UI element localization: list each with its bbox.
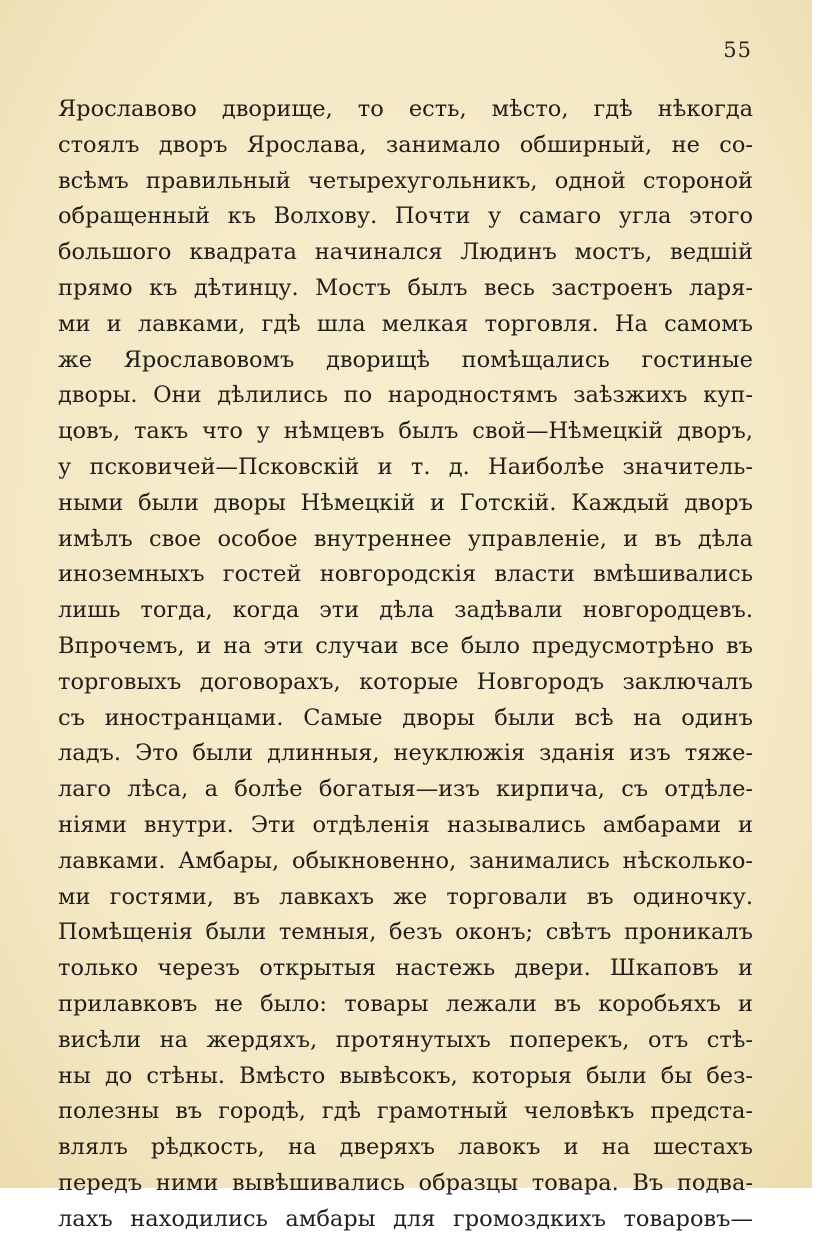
text-line: иноземныхъ гостей новгородскія власти вмѣшивались — [58, 561, 753, 588]
text-line: Помѣщенія были темныя, безъ оконъ; свѣтъ проникалъ — [58, 919, 753, 946]
text-line: ладъ. Это были длинныя, неуклюжія зданія изъ тяже- — [58, 740, 753, 767]
page-number: 55 — [723, 38, 752, 62]
text-line: торговыхъ договорахъ, которые Новгородъ заключалъ — [58, 668, 753, 695]
text-line: обращенный къ Волхову. Почти у самаго угла этого — [58, 203, 753, 230]
text-line: полезны въ городѣ, гдѣ грамотный человѣкъ предста- — [58, 1098, 753, 1125]
text-line: у псковичей—Псковскій и т. д. Наиболѣе значитель- — [58, 453, 753, 480]
text-line: Ярославово дворище, то есть, мѣсто, гдѣ нѣкогда — [58, 96, 753, 122]
text-line: цовъ, такъ что у нѣмцевъ былъ свой—Нѣмецкій дворъ, — [58, 418, 753, 445]
text-line: лавками. Амбары, обыкновенно, занимались нѣсколько- — [58, 847, 753, 874]
text-line: прямо къ дѣтинцу. Мостъ былъ весь застроенъ ларя- — [58, 274, 753, 301]
text-line: ми гостями, въ лавкахъ же торговали въ одиночку. — [58, 883, 753, 910]
text-line: имѣлъ свое особое внутреннее управленіе, и въ дѣла — [58, 525, 753, 552]
text-line: передъ ними вывѣшивались образцы товара. Въ подва- — [58, 1169, 753, 1196]
text-line: только черезъ открытыя настежь двери. Шкаповъ и — [58, 955, 753, 982]
text-line: ми и лавками, гдѣ шла мелкая торговля. На самомъ — [58, 310, 753, 337]
body-text — [58, 92, 753, 1238]
text-line: дворы. Они дѣлились по народностямъ заѣзжихъ куп- — [58, 382, 753, 409]
text-line: лишь тогда, когда эти дѣла задѣвали новгородцевъ. — [58, 597, 753, 624]
text-line: прилавковъ не было: товары лежали въ коробьяхъ и — [58, 990, 753, 1017]
text-line: Впрочемъ, и на эти случаи все было предусмотрѣно въ — [58, 632, 753, 659]
text-line: ніями внутри. Эти отдѣленія назывались амбарами и — [58, 811, 753, 838]
text-line: всѣмъ правильный четырехугольникъ, одной стороной — [58, 167, 753, 194]
text-line: же Ярославовомъ дворищѣ помѣщались гостиные — [58, 346, 753, 373]
text-line: большого квадрата начинался Людинъ мостъ, ведшій — [58, 239, 753, 266]
text-line: лахъ находились амбары для громоздкихъ товаровъ— — [58, 1205, 753, 1232]
text-line: стоялъ дворъ Ярослава, занимало обширный, не со- — [58, 131, 753, 158]
text-line: влялъ рѣдкость, на дверяхъ лавокъ и на шестахъ — [58, 1134, 753, 1161]
text-line: ными были дворы Нѣмецкій и Готскій. Каждый дворъ — [58, 489, 753, 516]
text-line: лаго лѣса, а болѣе богатыя—изъ кирпича, съ отдѣле- — [58, 776, 753, 803]
text-line: ны до стѣны. Вмѣсто вывѣсокъ, которыя были бы без- — [58, 1062, 753, 1089]
text-line: висѣли на жердяхъ, протянутыхъ поперекъ, отъ стѣ- — [58, 1026, 753, 1053]
text-line: съ иностранцами. Самые дворы были всѣ на одинъ — [58, 704, 753, 731]
page-edge — [812, 0, 823, 1188]
